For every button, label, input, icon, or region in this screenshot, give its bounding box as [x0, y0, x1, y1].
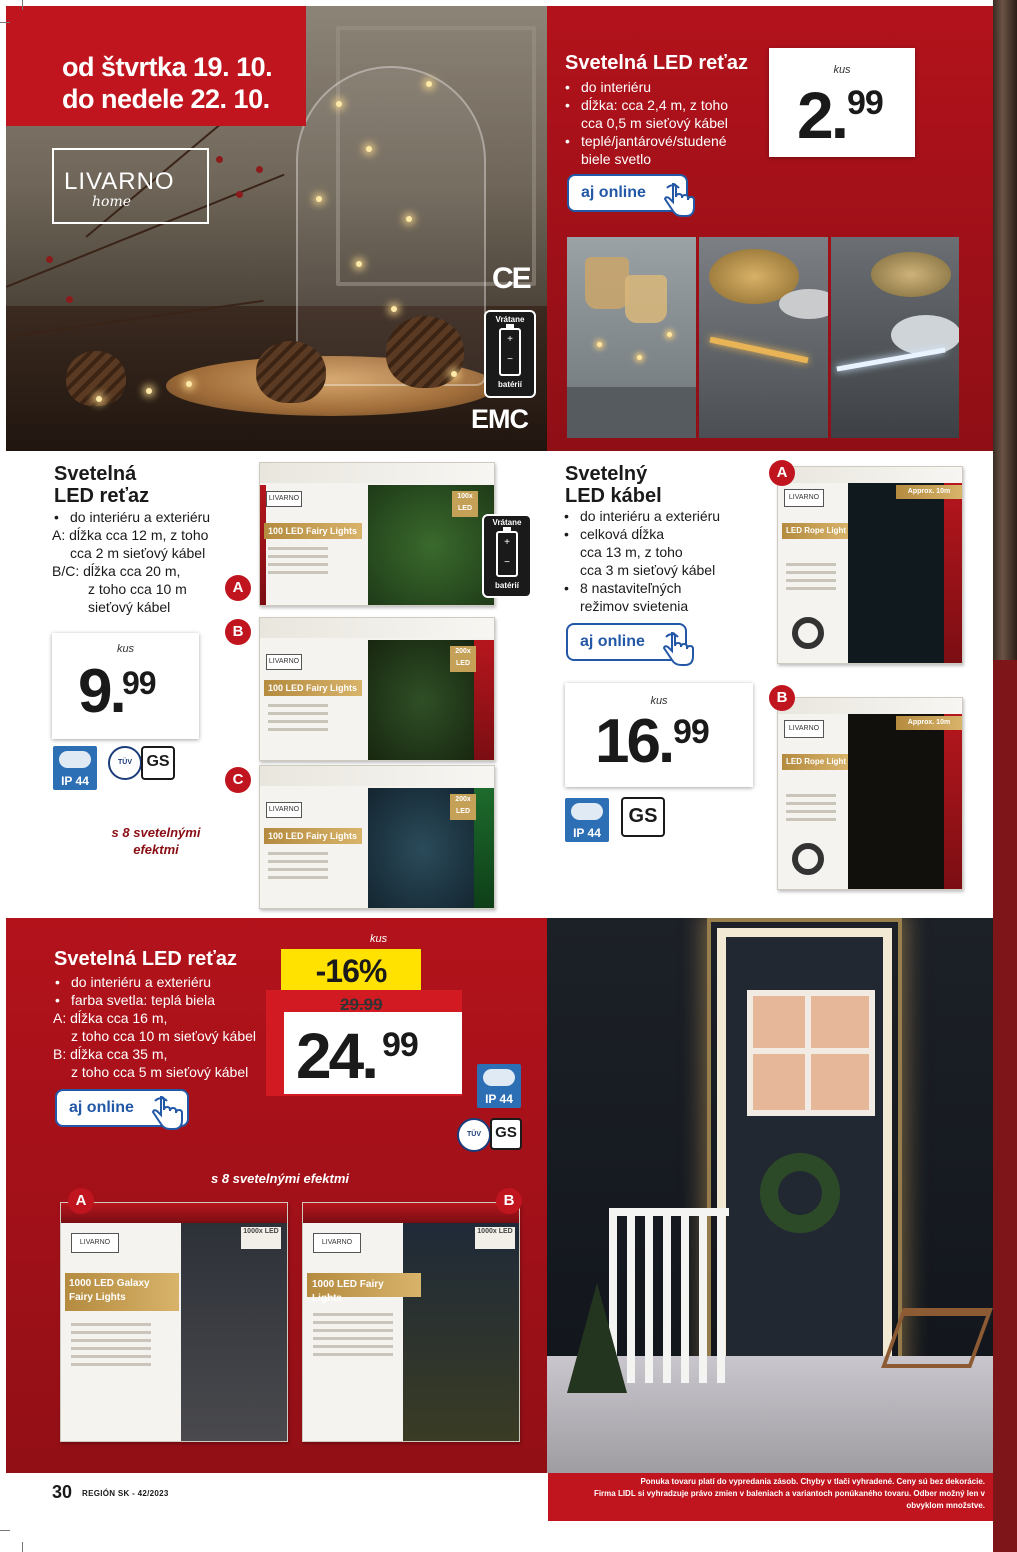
variant-a-badge: A: [225, 575, 251, 601]
offer3-pack-a: LIVARNO LED Rope Light Approx. 10m: [777, 466, 963, 664]
offer2-title-line2: LED reťaz: [54, 485, 150, 507]
feature-item: • do interiéru: [563, 78, 773, 96]
online-label: aj online: [580, 633, 645, 650]
offer4-pack-b: LIVARNO 1000 LED Fairy Lights 1000x LED: [302, 1202, 520, 1442]
crop-mark: [0, 1530, 10, 1531]
feature-item: • do interiéru a exteriéru: [562, 507, 762, 525]
feature-item: cca 3 m sieťový kábel: [580, 562, 716, 578]
offer1-online-button[interactable]: [567, 174, 688, 212]
page-edge: [993, 0, 1017, 1552]
feature-item: • teplé/jantárové/studené: [563, 132, 773, 150]
offer3-features: [562, 507, 762, 615]
variant-b-badge: B: [496, 1188, 522, 1214]
legal-notice: Ponuka tovaru platí do vypredania zásob. Chyby v tlači vyhradené. Ceny sú bez dekorácie. Firma LIDL si vyhradzuje právo zmien v baleniach a variantoch ponúkaného tovaru. Odber možný len v obvyklom množstve.: [593, 1477, 985, 1510]
unit-label: kus: [116, 643, 135, 655]
offer2-features: [52, 508, 252, 616]
pack-title: 1000 LED Galaxy Fairy Lights: [65, 1273, 179, 1311]
offer4-effects-note: s 8 svetelnými efektmi: [210, 1171, 350, 1186]
page-number: 30: [52, 1482, 73, 1502]
price-decimals: 99: [122, 665, 156, 701]
price-integer: 2.: [797, 78, 847, 152]
offer2-pack-b: LIVARNO 100 LED Fairy Lights 200x LED: [259, 617, 495, 761]
feature-item: • do interiéru a exteriéru: [53, 973, 283, 991]
offer2-title: [54, 463, 149, 507]
offer4-online-button[interactable]: [55, 1089, 189, 1127]
tuv-icon: TÜV: [457, 1118, 491, 1152]
livarno-home-logo: [52, 148, 209, 224]
gs-icon: GS: [621, 797, 665, 837]
tuv-icon: TÜV: [108, 746, 142, 780]
date-from: od štvrtka 19. 10.: [62, 52, 273, 82]
price-integer: 24.: [296, 1020, 376, 1092]
offer3-title-line2: LED kábel: [565, 485, 662, 507]
variant-c-badge: C: [225, 767, 251, 793]
feature-item: • 8 nastaviteľných: [562, 579, 762, 597]
variant-a-badge: A: [68, 1188, 94, 1214]
crop-mark: [0, 22, 10, 23]
feature-item: B/C: dĺžka cca 20 m,: [52, 563, 181, 579]
offer4-title: Svetelná LED reťaz: [54, 948, 237, 970]
pack-title: 1000 LED Fairy Lights: [307, 1273, 421, 1297]
feature-item: z toho cca 5 m sieťový kábel: [71, 1064, 249, 1080]
batteries-included-icon: Vrátane + − batérií: [484, 310, 536, 398]
crop-mark: [22, 0, 23, 10]
offer2-pack-a: LIVARNO 100 LED Fairy Lights 100x LED: [259, 462, 495, 606]
feature-item: • farba svetla: teplá biela: [53, 991, 283, 1009]
offer4-features: [53, 973, 283, 1081]
pointing-hand-icon: [663, 182, 697, 218]
offer3-price-box: [565, 683, 753, 787]
offer1-price-box: [769, 48, 915, 157]
unit-label: kus: [370, 933, 388, 945]
feature-item: • dĺžka: cca 2,4 m, z toho: [563, 96, 773, 114]
price-integer: 16.: [595, 707, 673, 776]
feature-item: A: dĺžka cca 12 m, z toho: [52, 527, 209, 543]
feature-item: z toho cca 10 m: [88, 581, 187, 597]
offer3-pack-b: LIVARNO LED Rope Light Approx. 10m: [777, 697, 963, 890]
feature-item: režimov svietenia: [580, 598, 689, 614]
price-decimals: 99: [847, 84, 883, 122]
pack-title: 100 LED Fairy Lights: [264, 680, 362, 696]
offer1-photo-amber: [699, 237, 828, 438]
offer1-photo-cool: [831, 237, 959, 438]
offer2-effects-note: s 8 svetelnými efektmi: [111, 825, 201, 857]
offer3-title: [565, 463, 662, 507]
variant-a-badge: A: [769, 460, 795, 486]
feature-item: biele svetlo: [581, 151, 652, 167]
feature-item: sieťový kábel: [88, 599, 171, 615]
ip44-icon: IP 44: [477, 1064, 521, 1108]
offer1-title: Svetelná LED reťaz: [565, 52, 748, 74]
old-price: 29.99: [340, 995, 383, 1014]
offer1-features: [563, 78, 773, 168]
feature-item: A: dĺžka cca 16 m,: [53, 1010, 168, 1026]
variant-b-badge: B: [225, 619, 251, 645]
region-code: REGIÓN SK - 42/2023: [82, 1489, 169, 1498]
online-label: aj online: [69, 1099, 134, 1116]
feature-item: • celková dĺžka: [562, 525, 762, 543]
feature-item: cca 0,5 m sieťový kábel: [581, 115, 728, 131]
pack-title: LED Rope Light: [782, 523, 848, 539]
ce-mark-icon: CE: [492, 262, 530, 295]
batteries-included-icon: Vrátane + − batérií: [482, 514, 532, 598]
pointing-hand-icon: [151, 1095, 185, 1131]
brand-name: LIVARNO: [64, 168, 175, 195]
door-lights-photo: [547, 918, 993, 1473]
offer2-pack-c: LIVARNO 100 LED Fairy Lights 200x LED: [259, 765, 495, 909]
ip44-icon: IP 44: [53, 746, 97, 790]
feature-item: z toho cca 10 m sieťový kábel: [71, 1028, 257, 1044]
feature-item: B: dĺžka cca 35 m,: [53, 1046, 168, 1062]
gs-icon: GS: [490, 1118, 522, 1150]
feature-item: cca 13 m, z toho: [580, 544, 683, 560]
offer1-photo-warm: [567, 237, 696, 438]
unit-label: kus: [833, 64, 851, 76]
offer2-price-box: [52, 633, 199, 739]
price-integer: 9.: [78, 657, 124, 726]
offer4-pack-a: LIVARNO 1000 LED Galaxy Fairy Lights 1000x LED: [60, 1202, 288, 1442]
price-decimals: 99: [673, 713, 709, 751]
pack-title: LED Rope Light: [782, 754, 848, 770]
discount-percent: -16%: [315, 953, 387, 989]
discount-badge: [281, 949, 421, 992]
gs-icon: GS: [141, 746, 175, 780]
feature-item: • do interiéru a exteriéru: [52, 508, 252, 526]
date-to: do nedele 22. 10.: [62, 84, 270, 114]
price-decimals: 99: [382, 1026, 418, 1064]
unit-label: kus: [650, 695, 668, 707]
emc-label: EMC: [471, 404, 528, 434]
crop-mark: [22, 1542, 23, 1552]
pointing-hand-icon: [662, 631, 696, 667]
offer3-title-line1: Svetelný: [565, 463, 648, 485]
brand-sub: home: [92, 194, 132, 210]
pack-title: 100 LED Fairy Lights: [264, 523, 362, 539]
online-label: aj online: [581, 184, 646, 201]
ip44-icon: IP 44: [565, 798, 609, 842]
offer2-title-line1: Svetelná: [54, 463, 137, 485]
variant-b-badge: B: [769, 685, 795, 711]
pack-title: 100 LED Fairy Lights: [264, 828, 362, 844]
feature-item: cca 2 m sieťový kábel: [70, 545, 206, 561]
offer3-online-button[interactable]: [566, 623, 687, 661]
